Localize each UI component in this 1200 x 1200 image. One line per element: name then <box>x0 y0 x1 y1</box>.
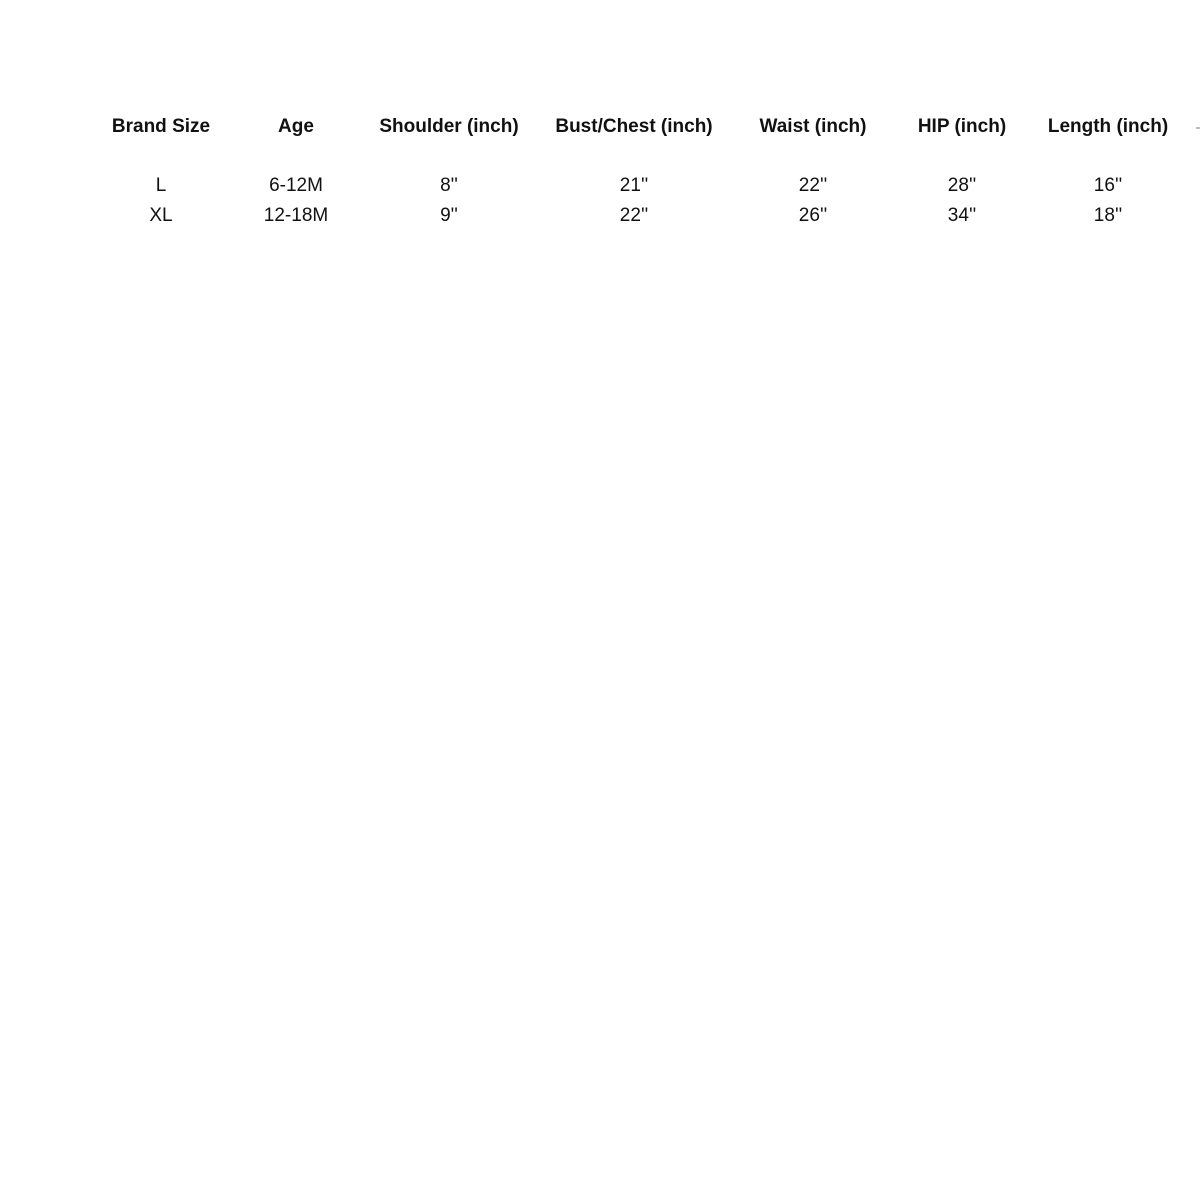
cell-length: 16'' <box>1093 175 1123 196</box>
cell-hip: 28'' <box>947 175 977 196</box>
cell-age: 6-12M <box>269 175 323 196</box>
cropped-column-edge <box>1196 127 1200 129</box>
cell-waist: 26'' <box>798 205 828 226</box>
header-length: Length (inch) <box>1047 116 1169 137</box>
header-bust-chest: Bust/Chest (inch) <box>555 116 713 137</box>
cell-age: 12-18M <box>263 205 329 226</box>
cell-brand-size: XL <box>149 205 173 226</box>
table-row <box>0 201 1200 231</box>
header-age: Age <box>278 116 314 137</box>
header-shoulder: Shoulder (inch) <box>379 116 519 137</box>
header-brand-size: Brand Size <box>111 116 211 137</box>
cell-shoulder: 8'' <box>440 175 458 196</box>
table-header-row <box>0 112 1200 142</box>
cell-length: 18'' <box>1093 205 1123 226</box>
cell-shoulder: 9'' <box>440 205 458 226</box>
cell-waist: 22'' <box>798 175 828 196</box>
cell-bust-chest: 22'' <box>619 205 649 226</box>
header-waist: Waist (inch) <box>759 116 867 137</box>
table-row <box>0 171 1200 201</box>
cell-bust-chest: 21'' <box>619 175 649 196</box>
header-hip: HIP (inch) <box>917 116 1007 137</box>
cell-hip: 34'' <box>947 205 977 226</box>
cell-brand-size: L <box>155 175 167 196</box>
